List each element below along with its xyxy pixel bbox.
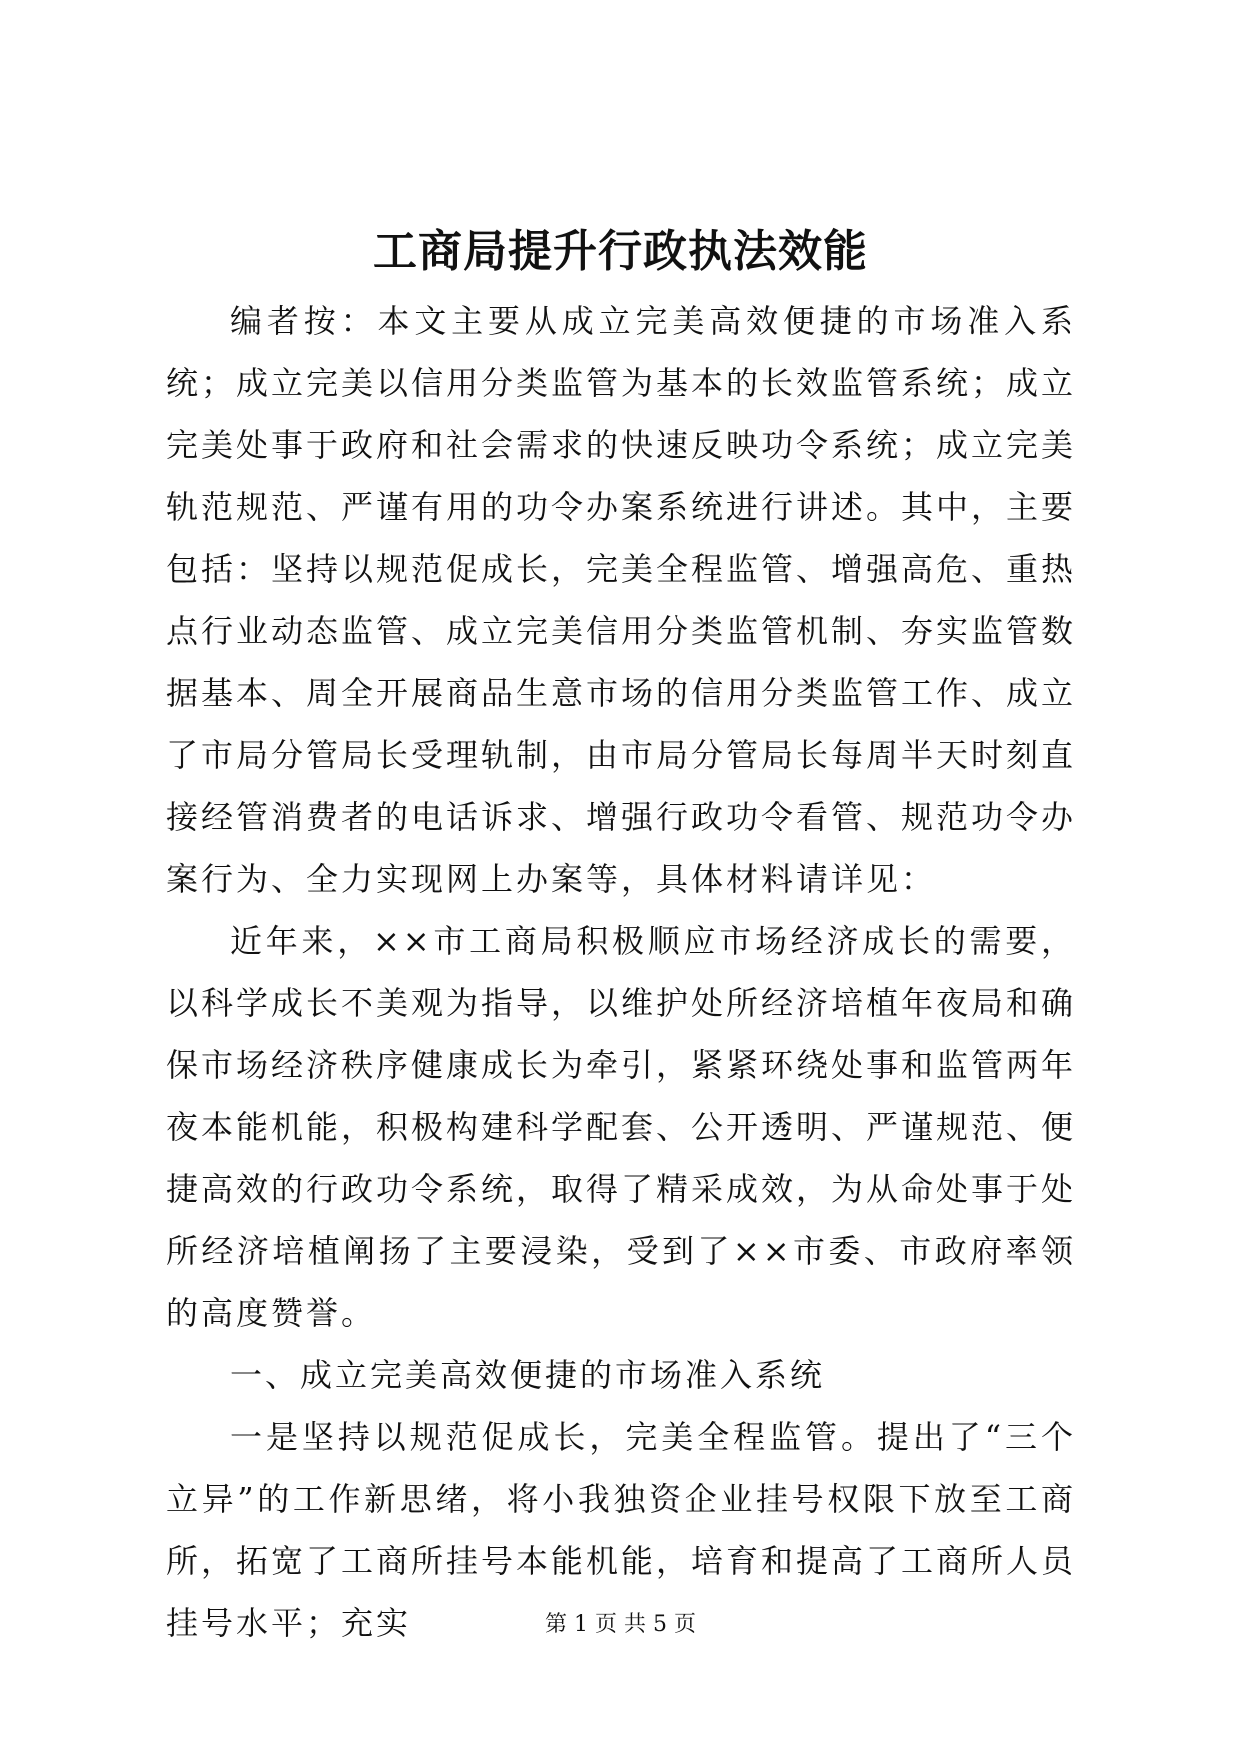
section-paragraph: 一是坚持以规范促成长，完美全程监管。提出了“三个立异”的工作新思绪，将小我独资企业挂号权限下放至工商所，拓宽了工商所挂号本能机能，培育和提高了工商所人员挂号水平；充实 — [166, 1418, 1077, 1642]
page-footer: 第 1 页 共 5 页 — [545, 1612, 696, 1637]
intro-paragraph: 近年来，××市工商局积极顺应市场经济成长的需要，以科学成长不美观为指导，以维护处所经济培植年夜局和确保市场经济秩序健康成长为牵引，紧紧环绕处事和监管两年夜本能机能，积极构建科学配套、公开透明、严谨规范、便捷高效的行政功令系统，取得了精采成效，为从命处事于处所经济培植阐扬了主要浸染，受到了××市委、市政府率领的高度赞誉。 — [166, 922, 1077, 1332]
section-heading: 一、成立完美高效便捷的市场准入系统 — [230, 1356, 826, 1394]
editor-note-paragraph: 编者按：本文主要从成立完美高效便捷的市场准入系统；成立完美以信用分类监管为基本的长效监管系统；成立完美处事于政府和社会需求的快速反映功令系统；成立完美轨范规范、严谨有用的功令办案系统进行讲述。其中，主要包括：坚持以规范促成长，完美全程监管、增强高危、重热点行业动态监管、成立完美信用分类监管机制、夯实监管数据基本、周全开展商品生意市场的信用分类监管工作、成立了市局分管局长受理轨制，由市局分管局长每周半天时刻直接经管消费者的电话诉求、增强行政功令看管、规范功令办案行为、全力实现网上办案等，具体材料请详见： — [166, 302, 1077, 898]
document-title: 工商局提升行政执法效能 — [373, 226, 868, 277]
document-body — [166, 290, 1076, 1654]
